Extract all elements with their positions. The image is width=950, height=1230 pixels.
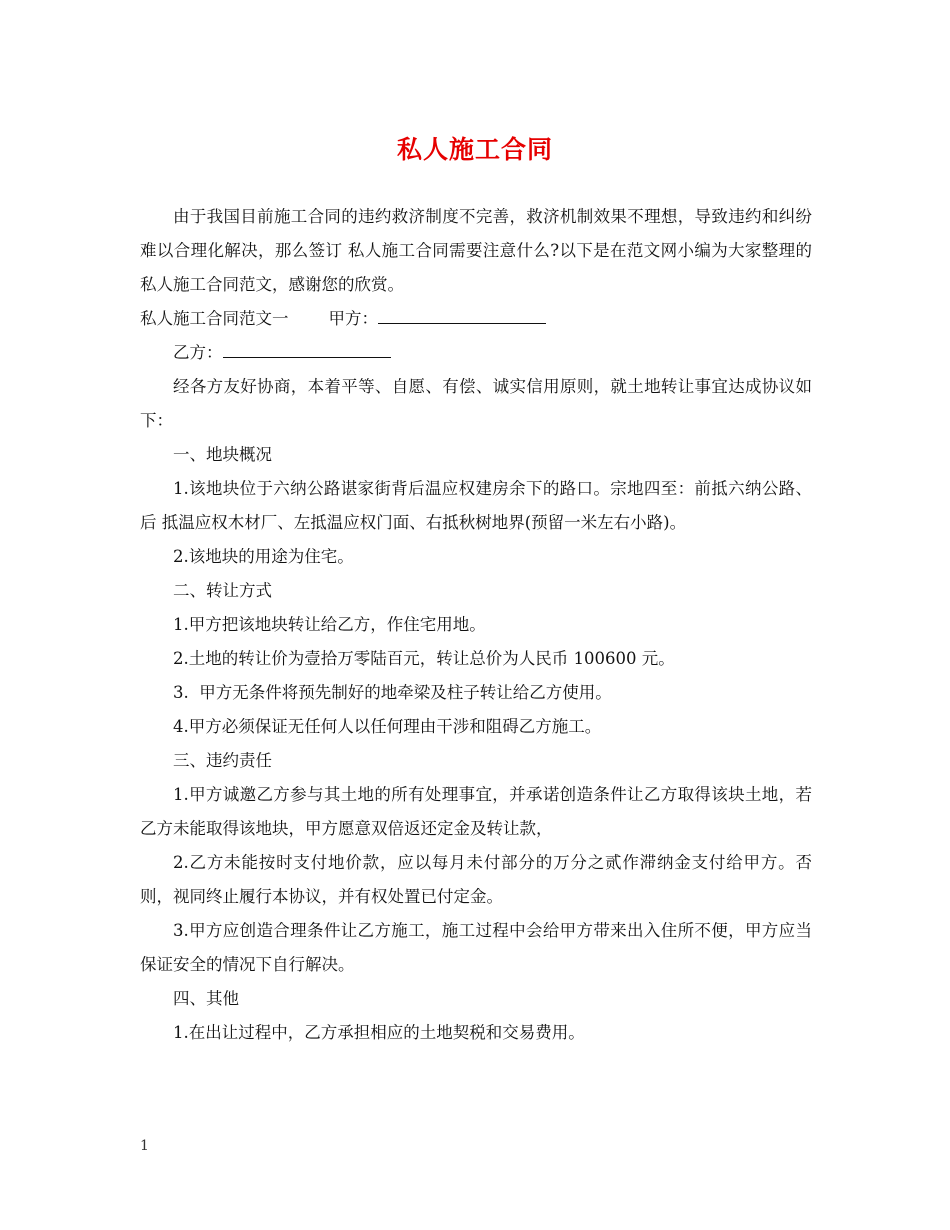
section-3-item-1: 1.甲方诚邀乙方参与其土地的所有处理事宜，并承诺创造条件让乙方取得该块土地，若乙方未能取得该地块，甲方愿意双倍返还定金及转让款， [140, 785, 812, 838]
section-2-item-2: 2.土地的转让价为壹拾万零陆百元，转让总价为人民币 100600 元。 [173, 649, 675, 668]
section-4-item-1: 1.在出让过程中，乙方承担相应的土地契税和交易费用。 [173, 1023, 585, 1042]
sample-party-a-line [140, 302, 812, 336]
section-3-item-2: 2.乙方未能按时支付地价款，应以每月未付部分的万分之贰作滞纳金支付给甲方。否则，视同终止履行本协议，并有权处置已付定金。 [140, 853, 812, 906]
section-2-item-3: 3. 甲方无条件将预先制好的地牵梁及柱子转让给乙方使用。 [173, 683, 612, 702]
section-2-item-4: 4.甲方必须保证无任何人以任何理由干涉和阻碍乙方施工。 [173, 717, 602, 736]
section-3-heading: 三、违约责任 [173, 751, 272, 770]
party-b-blank [223, 343, 391, 358]
intro-paragraph: 由于我国目前施工合同的违约救济制度不完善，救济机制效果不理想，导致违约和纠纷难以合理化解决，那么签订 私人施工合同需要注意什么?以下是在范文网小编为大家整理的私人施工合同范文，感谢您的欣赏。 [140, 207, 812, 294]
section-4-heading: 四、其他 [173, 989, 239, 1008]
section-1-heading: 一、地块概况 [173, 445, 272, 464]
page-number: 1 [140, 1138, 149, 1154]
party-a-label: 甲方： [328, 309, 378, 328]
party-a-blank [378, 309, 546, 324]
section-2-heading: 二、转让方式 [173, 581, 272, 600]
document-title: 私人施工合同 [396, 135, 553, 164]
section-3-item-3: 3.甲方应创造合理条件让乙方施工，施工过程中会给甲方带来出入住所不便，甲方应当保证安全的情况下自行解决。 [140, 921, 812, 974]
section-1-item-1: 1.该地块位于六纳公路谌家街背后温应权建房余下的路口。宗地四至：前抵六纳公路、后 抵温应权木材厂、左抵温应权门面、右抵秋树地界(预留一米左右小路)。 [140, 479, 812, 532]
sample-label: 私人施工合同范文一 [140, 309, 289, 328]
section-2-item-1: 1.甲方把该地块转让给乙方，作住宅用地。 [173, 615, 486, 634]
preamble-paragraph: 经各方友好协商，本着平等、自愿、有偿、诚实信用原则，就土地转让事宜达成协议如下： [140, 377, 812, 430]
section-1-item-2: 2.该地块的用途为住宅。 [173, 547, 354, 566]
party-b-line [140, 336, 812, 370]
party-b-label: 乙方： [173, 343, 223, 362]
document-body [140, 200, 812, 1050]
